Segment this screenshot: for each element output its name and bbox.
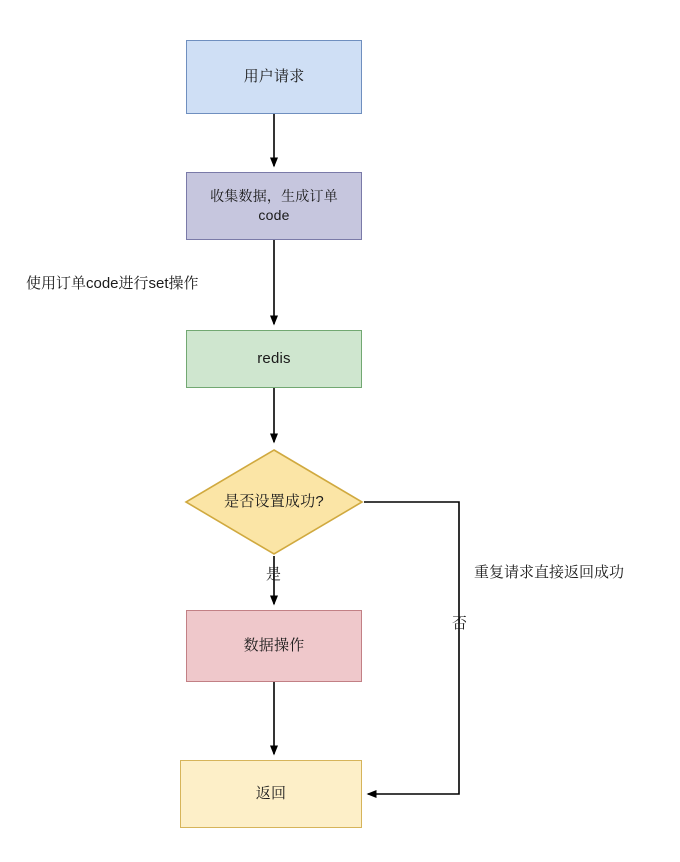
node-collect-data-label: 收集数据，生成订单code bbox=[210, 188, 338, 223]
node-redis-label: redis bbox=[257, 349, 291, 367]
edge-label-no: 否 bbox=[450, 615, 467, 630]
node-user-request-label: 用户请求 bbox=[243, 67, 305, 85]
edge-label-set-operation: 使用订单code进行set操作 bbox=[26, 275, 199, 292]
node-return-label: 返回 bbox=[255, 784, 287, 802]
node-return[interactable] bbox=[180, 760, 362, 828]
edge-label-duplicate-note: 重复请求直接返回成功 bbox=[474, 564, 625, 581]
node-decision-label: 是否设置成功? bbox=[224, 492, 324, 510]
node-data-operation-label: 数据操作 bbox=[243, 636, 305, 654]
node-user-request[interactable] bbox=[186, 40, 362, 114]
node-data-operation[interactable] bbox=[186, 610, 362, 682]
edge-label-yes: 是 bbox=[266, 566, 282, 583]
edge-decision-to-return-no bbox=[364, 502, 459, 794]
node-collect-data[interactable] bbox=[186, 172, 362, 240]
node-redis[interactable] bbox=[186, 330, 362, 388]
node-decision-set-success[interactable] bbox=[184, 448, 364, 556]
